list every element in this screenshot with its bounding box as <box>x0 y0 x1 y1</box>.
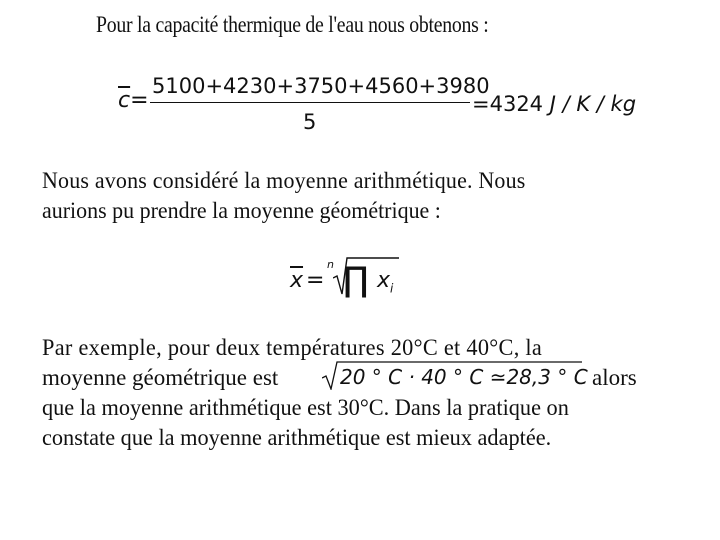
formula1-result-value: =4324 <box>472 92 544 116</box>
term-symbol: x <box>377 268 391 293</box>
paragraph2-line4: constate que la moyenne arithmétique est mieux adaptée. <box>42 425 552 450</box>
paragraph1-line2: aurions pu prendre la moyenne géométrique : <box>42 198 441 223</box>
formula1-unit: J / K / kg <box>549 92 637 116</box>
formula2-lhs <box>290 268 303 293</box>
formula1-result <box>472 92 636 116</box>
formula2-term <box>377 268 393 295</box>
paragraph1-line1: Nous avons considéré la moyenne arithmétique. Nous <box>42 168 526 193</box>
inline-formula: 20 ° C · 40 ° C ≃28,3 ° C <box>340 365 588 389</box>
paragraph2-line2-end: alors <box>592 365 637 390</box>
formula1-lhs <box>118 88 149 113</box>
x-bar-symbol: $\overline{x}$ <box>290 268 304 293</box>
formula1-denominator: 5 <box>303 110 317 134</box>
formula1-numerator: 5100+4230+3750+4560+3980 <box>152 74 490 98</box>
term-subscript: i <box>390 281 394 296</box>
product-symbol: ∏ <box>343 260 369 300</box>
fraction-bar <box>150 102 470 103</box>
c-bar-symbol: $\overline{c}$ <box>118 88 131 113</box>
formula1-equals: = <box>130 88 149 113</box>
paragraph2-line3: que la moyenne arithmétique est 30°C. Dans la pratique on <box>42 395 569 420</box>
root-index: n <box>327 258 334 271</box>
intro-text: Pour la capacité thermique de l'eau nous obtenons : <box>96 12 489 37</box>
paragraph2-line1: Par exemple, pour deux températures 20°C et 40°C, la <box>42 335 543 360</box>
paragraph2-line2-start: moyenne géométrique est <box>42 365 279 390</box>
formula2-equals: = <box>306 268 325 293</box>
